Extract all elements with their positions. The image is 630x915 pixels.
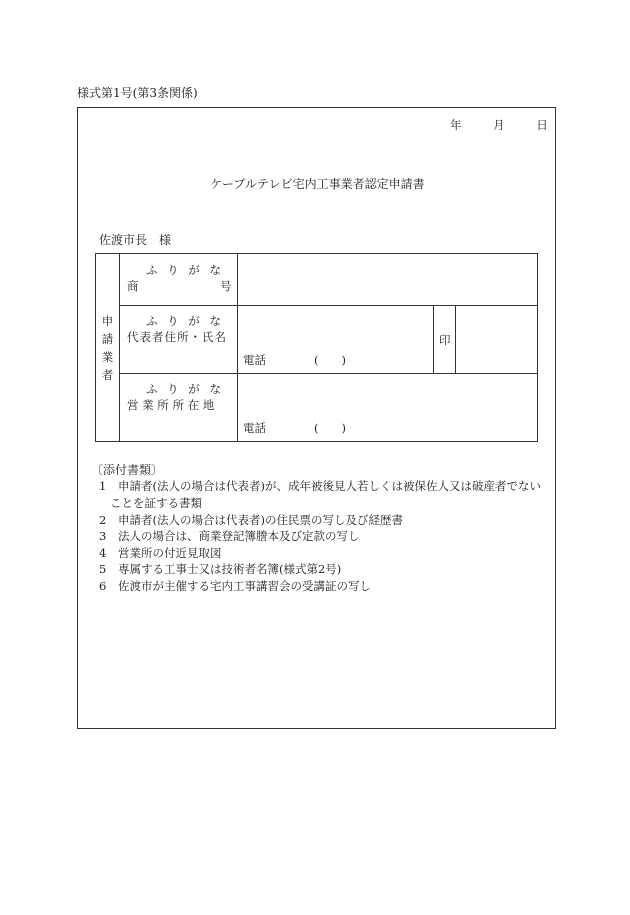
vertical-char: 申 — [101, 313, 114, 328]
attachment-item — [99, 512, 403, 528]
trade-name-field[interactable] — [238, 255, 536, 304]
attachment-text: 営業所の付近見取図 — [118, 546, 222, 560]
attachment-item — [99, 545, 222, 561]
attachment-number: 4 — [99, 546, 107, 560]
divider — [433, 305, 434, 373]
attachments-heading: 〔添付書類〕 — [91, 463, 164, 477]
date-line — [450, 117, 548, 133]
trade-name-label-right: 号 — [220, 279, 232, 293]
attachment-text: 法人の場合は、商業登記簿謄本及び定款の写し — [118, 529, 360, 543]
attachment-number: 3 — [99, 529, 107, 543]
representative-field[interactable] — [238, 306, 432, 372]
trade-name-label-left: 商 — [127, 279, 139, 293]
attachment-item-continued — [110, 495, 202, 511]
representative-label: 代表者住所・氏名 — [127, 330, 227, 344]
furigana-label: ふ り が な — [146, 382, 224, 396]
phone-area-code-paren: ( ) — [314, 421, 346, 435]
attachment-item — [99, 478, 541, 494]
attachment-number: 6 — [99, 579, 107, 593]
office-address-label: 営 業 所 所 在 地 — [127, 398, 215, 412]
vertical-char: 者 — [101, 367, 114, 382]
date-month-label: 月 — [493, 118, 505, 132]
applicant-vertical-label — [96, 254, 119, 441]
vertical-char: 請 — [101, 331, 114, 346]
attachment-text: ことを証する書類 — [110, 496, 202, 510]
attachment-text: 佐渡市が主催する宅内工事講習会の受講証の写し — [118, 579, 371, 593]
seal-label: 印 — [439, 333, 451, 347]
applicant-table — [95, 253, 538, 442]
document-title: ケーブルテレビ宅内工事業者認定申請書 — [210, 177, 425, 191]
attachment-item — [99, 528, 360, 544]
phone-label: 電話 — [243, 421, 266, 435]
phone-area-code-paren: ( ) — [314, 353, 346, 367]
attachment-item — [99, 561, 341, 577]
attachment-number: 5 — [99, 562, 107, 576]
seal-box[interactable] — [456, 306, 536, 372]
vertical-char: 業 — [101, 349, 114, 364]
divider — [119, 254, 120, 441]
furigana-label: ふ り が な — [146, 314, 224, 328]
office-address-field[interactable] — [238, 374, 536, 440]
attachment-text: 申請者(法人の場合は代表者)の住民票の写し及び経歴書 — [118, 513, 403, 527]
addressee: 佐渡市長 様 — [99, 233, 172, 247]
attachment-text: 専属する工事士又は技術者名簿(様式第2号) — [118, 562, 342, 576]
phone-label: 電話 — [243, 353, 266, 367]
date-day-label: 日 — [536, 118, 548, 132]
date-year-label: 年 — [450, 118, 462, 132]
attachment-text: 申請者(法人の場合は代表者)が、成年被後見人若しくは被保佐人又は破産者でない — [118, 479, 541, 493]
attachment-item — [99, 578, 371, 594]
attachment-number: 2 — [99, 513, 107, 527]
furigana-label: ふ り が な — [146, 263, 224, 277]
attachment-number: 1 — [99, 479, 107, 493]
form-number-label: 様式第1号(第3条関係) — [77, 86, 198, 100]
